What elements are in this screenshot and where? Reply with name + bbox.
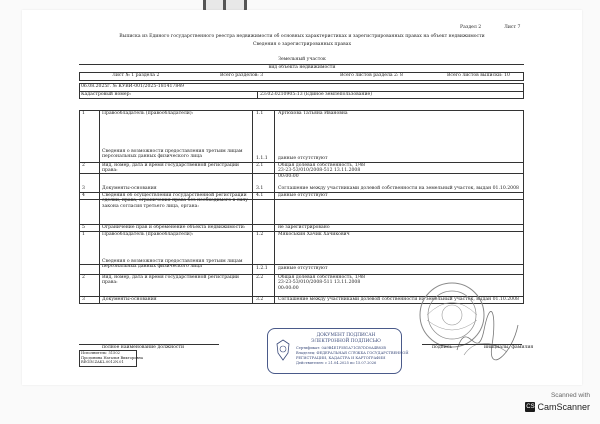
stamp-line: Владелец: ФЕДЕРАЛЬНАЯ СЛУЖБА ГОСУДАРСТВЕННОЙ (296, 351, 409, 355)
row-sub: 1.2 (256, 232, 264, 237)
row-label: Документы-основания (102, 186, 157, 191)
stamp-line: Сертификат: 0A9B4E1F5B1A71CB7DD0A4B83B (296, 346, 386, 350)
row-num: 3 (82, 297, 85, 302)
executor-line: Продонина Наталья Викторовна (81, 355, 143, 360)
row-label: Вид, номер, дата и время государственной регистрации права: (102, 163, 239, 174)
row-num: 1 (82, 111, 85, 116)
camscanner-icon: CS (526, 404, 535, 410)
row-label: Правообладатель (правообладатели): (102, 232, 194, 237)
row-label: Вид, номер, дата и время государственной регистрации права: (102, 275, 239, 286)
object-type-label: вид объекта недвижимости (268, 65, 336, 70)
footer-mid-caption: подпись (432, 345, 452, 350)
row-value: Соглашение между участниками долевой собственности на земельный участок, выдан 01.10.2008 (278, 186, 519, 191)
object-name: Земельный участок (278, 57, 326, 62)
executor-line: Исполнитель: 51502 (81, 351, 120, 355)
row-num: 3 (82, 186, 85, 191)
page-sheet: Лист 7 (504, 25, 521, 30)
row-value: Мякоськин Хачик Хачикович (278, 232, 350, 237)
row-num: 4 (82, 193, 85, 198)
row-value: Соглашение между участниками долевой собственности на земельный участок, выдан 01.10.2008 (278, 297, 519, 302)
sheet-total-sections: Всего листов раздела 2: 8 (340, 73, 403, 78)
row-sub: 2.1 (256, 163, 264, 168)
row-value: данные отсутствуют (278, 156, 328, 161)
row-sub: 3.1 (256, 186, 264, 191)
e-signature-stamp (267, 328, 409, 374)
stamp-line: ДОКУМЕНТ ПОДПИСАН (316, 333, 376, 338)
document-page (22, 10, 582, 385)
signature (452, 310, 522, 365)
row-value: Общая долевая собственность, 1/48 23-23-53/010/2008-512 13.11.2008 00:00:00 (278, 163, 366, 179)
row-value: данные отсутствуют (278, 193, 328, 198)
row-num: 5 (82, 225, 85, 230)
row-label: Сведения о возможности предоставления третьим лицам персональных данных физического лица (102, 149, 243, 160)
cadastral-value: 23:02:0210905:13 (Единое землепользование) (260, 92, 373, 97)
sheet-total: Всего листов выписки: 10 (447, 73, 510, 78)
row-value: данные отсутствуют (278, 266, 328, 271)
row-num: 2 (82, 275, 85, 280)
row-label: Ограничение прав и обременение объекта недвижимости: (102, 225, 246, 230)
sheet-list: Лист № 1 раздела 2 (112, 73, 160, 78)
sheet-total-section: Всего разделов: 3 (220, 73, 264, 78)
row-value: Артюхова Татьяна Ивановна (278, 111, 348, 116)
footer-initials-caption: инициалы, фамилия (484, 345, 534, 350)
row-value: Общая долевая собственность, 1/48 23-23-53/010/2008-511 13.11.2008 00:00:00 (278, 275, 366, 291)
row-value: не зарегистрировано (278, 225, 330, 230)
row-sub: 4.1 (256, 193, 264, 198)
watermark-line2: CamScanner (537, 402, 590, 412)
stamp-line: Действителен: с 21.04.2025 по 15.07.2026 (296, 361, 377, 365)
page-section: Раздел 2 (460, 25, 482, 30)
watermark-line1: Scanned with (550, 392, 590, 399)
row-num: 2 (82, 163, 85, 168)
row-num: 1 (82, 232, 85, 237)
emblem-icon (274, 339, 292, 361)
row-label: Документы-основания (102, 297, 157, 302)
document-date: 06.08.2025г. № КУВИ-001/2025-181417849 (81, 84, 185, 89)
document-title: Выписка из Единого государственного реестра недвижимости об основных характеристиках и зарегистрированных правах на объект недвижимости (119, 34, 485, 39)
row-sub: 3.2 (256, 297, 264, 302)
row-sub: 2.2 (256, 275, 264, 280)
stamp-line: ЭЛЕКТРОННОЙ ПОДПИСЬЮ (311, 339, 381, 344)
document-subtitle: Сведения о зарегистрированных правах (252, 42, 352, 47)
row-sub: 1.1 (256, 111, 264, 116)
row-label: Сведения о возможности предоставления третьим лицам персональных данных физического лица (102, 259, 243, 270)
footer-position-caption: полное наименование должности (102, 345, 185, 350)
executor-line: REGIN.ZAKL.0012N.01 (81, 360, 124, 364)
stamp-line: РЕГИСТРАЦИИ, КАДАСТРА И КАРТОГРАФИИ (296, 356, 386, 360)
row-sub: 1.2.1 (256, 266, 268, 271)
row-label: Правообладатель (правообладатели): (102, 111, 194, 116)
row-sub: 1.1.1 (256, 156, 268, 161)
cadastral-label: Кадастровый номер: (81, 92, 132, 97)
camscanner-watermark (522, 392, 592, 418)
row-label: Сведения об осуществлении государственной регистрации сделки, права, ограничения права без необходимого в силу закона согласия третьего лица, органа: (102, 193, 248, 209)
